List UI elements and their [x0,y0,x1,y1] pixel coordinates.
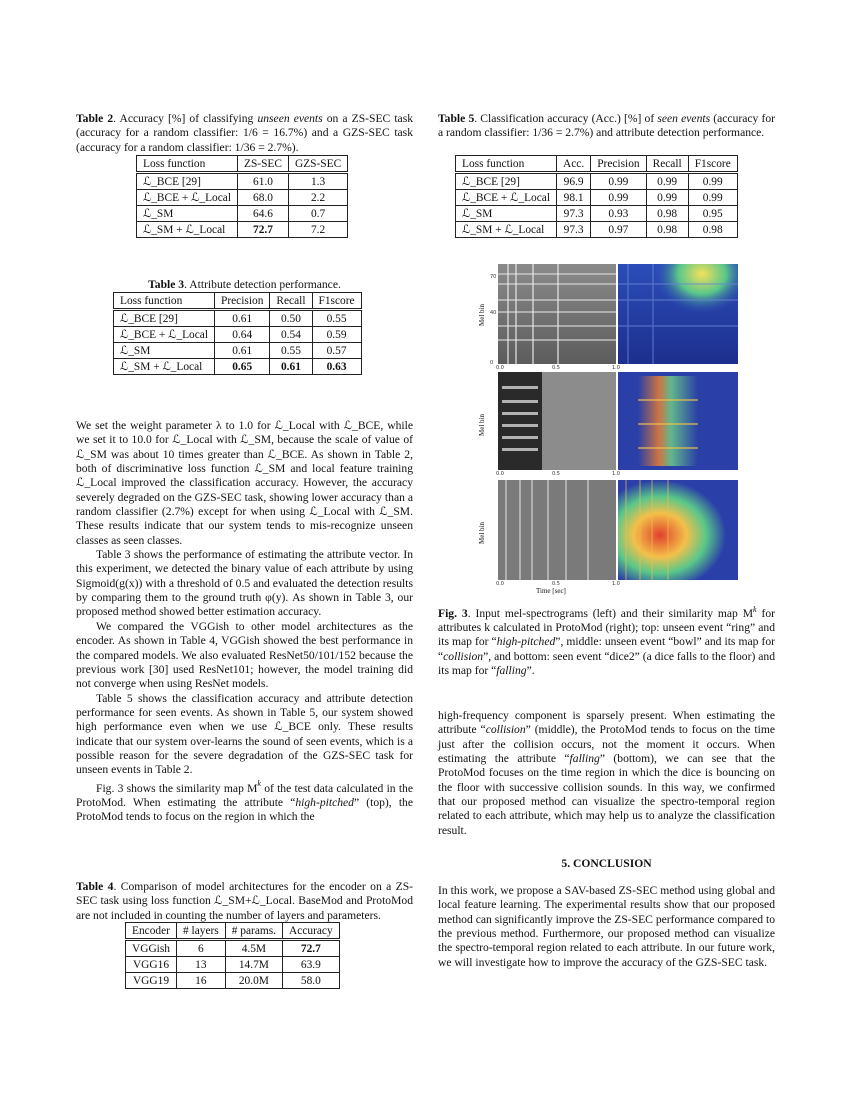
table-row: VGGish 6 4.5M 72.7 [126,940,340,957]
left-column-text [76,419,413,824]
table-header: # params. [225,923,282,940]
paragraph: Table 3 shows the performance of estimating the attribute vector. In this experiment, we detected the binary value of each attribute by using Sigmoid(g(x)) with a threshold of 0.5 and evaluated the detection results by comparing them to the ground truth φ(y). As shown in Table 3, our proposed method showed better estimation accuracy. [76,548,413,619]
table4 [125,922,340,989]
table-row: ℒ_BCE + ℒ_Local 68.0 2.2 [137,190,348,206]
spectrogram-top [498,264,738,364]
table2 [136,155,348,238]
x-tick-label: 0.0 [496,581,504,587]
section-title: 5. CONCLUSION [561,857,652,870]
paragraph: We compared the VGGish to other model architectures as the encoder. As shown in Table 4, VGGish showed the best performance in the compared models. We also evaluated ResNet50/101/152 because the previous work [30] used ResNet101; however, the model training did not converge when using ResNet models. [76,619,413,691]
y-tick-label: 0 [490,360,494,366]
table-row: ℒ_SM 64.6 0.7 [137,206,348,222]
y-axis-label: Mel bin [478,414,486,436]
table-row: ℒ_BCE [29] 0.61 0.50 0.55 [114,310,362,327]
figure3-caption: Fig. 3. Input mel-spectrograms (left) and their similarity map $M^k$ for attributes k calculated in ProtoMod (right); top: unseen event “ring” and its map for “high-pitched”, middle: unseen event “bowl” and its map for “collision”, and bottom: seen event “dice2” (a dice falls to the floor) and its map for “falling”. [438,605,775,678]
x-axis-label: Time [sec] [536,587,566,595]
table-row: ℒ_SM + ℒ_Local 72.7 7.2 [137,222,348,238]
x-tick-label: 1.0 [612,365,620,371]
paragraph: Table 5 shows the classification accuracy and attribute detection performance for seen events. As shown in Table 5, our system showed high performance even when we use ℒ_BCE only. These results indicate that our system over-learns the sound of seen events, which is a possible reason for the severe degradation of the GZS-SEC task for unseen events in Table 2. [76,691,413,777]
table-header: Accuracy [283,923,340,940]
table-header: Acc. [557,156,591,173]
table3 [113,292,362,375]
table-header: Recall [646,156,688,173]
paragraph: Fig. 3 shows the similarity map $M^k$ of the test data calculated in the ProtoMod. When estimating the attribute “high-pitched” (top), the ProtoMod tends to focus on the region in which the [76,779,413,824]
table-header: F1score [312,293,361,310]
x-tick-label: 0.0 [496,471,504,477]
spectrogram-panel-middle [498,372,738,470]
table-row: VGG16 13 14.7M 63.9 [126,957,340,973]
table-row: ℒ_BCE [29] 96.9 0.99 0.99 0.99 [456,173,738,190]
paragraph: high-frequency component is sparsely present. When estimating the attribute “collision” (middle), the ProtoMod tends to focus on the time just after the collision occurs, not the moment it occurs. When estimating the attribute “falling” (bottom), we can see that the ProtoMod focuses on the time region in which the dice is bouncing on the floor with successive collision sounds. In this way, we confirmed that our proposed method can visualize the spectro-temporal region related to each attribute, which may help us to analyze the classification result. [438,709,776,837]
x-tick-label: 1.0 [612,581,620,587]
table5 [455,155,738,238]
table-row: VGG19 16 20.0M 58.0 [126,973,340,989]
table4-caption: Table 4. Comparison of model architectures for the encoder on a ZS-SEC task using loss function ℒ_SM+ℒ_Local. BaseMod and ProtoMod are not included in counting the number of layers and parameters. [76,880,414,922]
x-tick-label: 0.5 [552,581,560,587]
y-axis-label: Mel bin [478,522,486,544]
table-header: F1score [688,156,737,173]
table-row: ℒ_SM + ℒ_Local 97.3 0.97 0.98 0.98 [456,222,738,238]
table-row: ℒ_BCE + ℒ_Local 98.1 0.99 0.99 0.99 [456,190,738,206]
table-header: Recall [270,293,312,310]
y-tick-label: 70 [490,274,497,280]
table-header: # layers [176,923,225,940]
table-row: ℒ_BCE + ℒ_Local 0.64 0.54 0.59 [114,327,362,343]
table-header: Loss function [114,293,215,310]
table5-caption: Table 5. Classification accuracy (Acc.) [%] of seen events (accuracy for a random classifier: 1/36 = 2.7%) and attribute detection performance. [438,112,775,140]
x-tick-label: 0.5 [552,365,560,371]
y-axis-label: Mel bin [478,304,486,326]
y-tick-label: 40 [490,310,497,316]
right-column-text [438,709,775,838]
table-header: Loss function [456,156,557,173]
conclusion-text [438,884,775,970]
table-header: Loss function [137,156,238,173]
table-row: ℒ_SM 97.3 0.93 0.98 0.95 [456,206,738,222]
spectrogram-middle [498,372,738,470]
table-header: Precision [215,293,270,310]
table-row: ℒ_BCE [29] 61.0 1.3 [137,173,348,190]
table-header: ZS-SEC [238,156,289,173]
spectrogram-bottom [498,480,738,580]
paragraph: In this work, we propose a SAV-based ZS-SEC method using global and local feature learning. The experimental results show that our proposed method can significantly improve the ZS-SEC performance compared to the previous method. Furthermore, our proposed method can visualize the spectro-temporal region related to each attribute. In our future work, we will investigate how to improve the accuracy of the GZS-SEC task. [438,884,775,969]
paragraph: We set the weight parameter λ to 1.0 for ℒ_Local with ℒ_BCE, while we set it to 10.0 for ℒ_Local with ℒ_SM, because the scale of value of ℒ_SM was about 10 times greater than ℒ_BCE. As shown in Table 2, both of discriminative loss function ℒ_SM and local feature training ℒ_Local improved the classification accuracy. However, the accuracy severely degraded on the GZS-SEC task, showing lower accuracy than a random classifier (2.7%) except for when using ℒ_Local with ℒ_SM. These results indicate that our system tends to mis-recognize unseen classes as seen classes. [76,419,413,547]
spectrogram-panel-top [498,264,738,364]
table-header: Precision [591,156,646,173]
spectrogram-panel-bottom [498,480,738,580]
x-tick-label: 1.0 [612,471,620,477]
figure3 [478,264,740,598]
table-row: ℒ_SM + ℒ_Local 0.65 0.61 0.63 [114,359,362,375]
x-tick-label: 0.0 [496,365,504,371]
x-tick-label: 0.5 [552,471,560,477]
table-header: Encoder [126,923,177,940]
table2-caption: Table 2. Accuracy [%] of classifying unseen events on a ZS-SEC task (accuracy for a random classifier: 1/6 = 16.7%) and a GZS-SEC task (accuracy for a random classifier: 1/36 = 2.7%). [76,112,414,154]
table-header: GZS-SEC [288,156,347,173]
table3-caption: Table 3. Attribute detection performance. [148,278,341,291]
table-row: ℒ_SM 0.61 0.55 0.57 [114,343,362,359]
